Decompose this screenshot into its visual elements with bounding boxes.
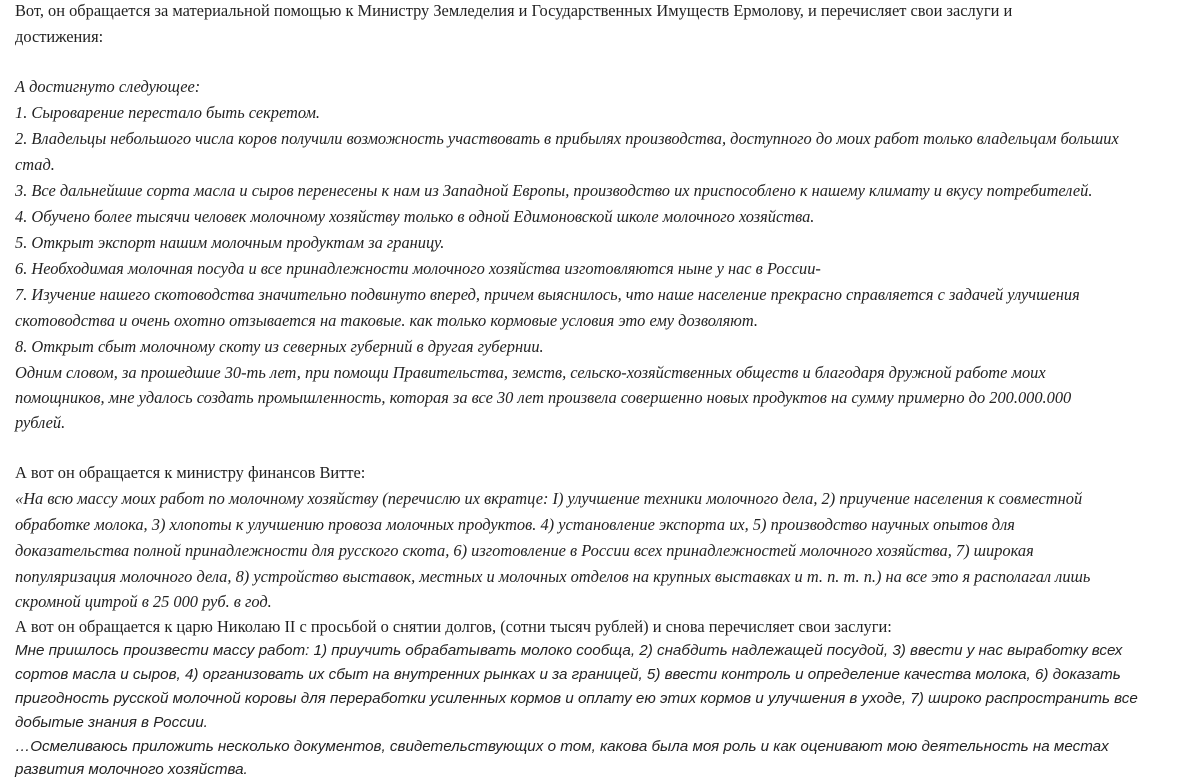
list-item: 5. Открыт экспорт нашим молочным продуктам за границу.: [15, 233, 445, 252]
list-item-continuation: стад.: [15, 155, 55, 174]
text-line: А вот он обращается к царю Николаю II с просьбой о снятии долгов, (сотни тысяч рублей) и снова перечисляет свои заслуги:: [15, 617, 892, 636]
quote-line: пригодность русской молочной коровы для переработки усиленных кормов и оплату ею этих кормов и улучшения в уходе, 7) широко распространить все: [15, 690, 1138, 707]
quote-line: сортов масла и сыров, 4) организовать их сбыт на внутренних рынках и за границей, 5) ввести контроль и определение качества молока, 6) доказать: [15, 666, 1121, 683]
text-line: Вот, он обращается за материальной помощью к Министру Земледелия и Государственных Имуществ Ермолову, и перечисляет свои заслуги и: [15, 1, 1013, 20]
summary-line: Одним словом, за прошедшие 30-ть лет, при помощи Правительства, земств, сельско-хозяйственных обществ и благодаря дружной работе моих: [15, 363, 1046, 382]
list-item: 7. Изучение нашего скотоводства значительно подвинуто вперед, причем выяснилось, что наше население прекрасно справляется с задачей улучшения: [15, 285, 1080, 304]
list-item: 2. Владельцы небольшого числа коров получили возможность участвовать в прибылях производства, доступного до моих работ только владельцам больших: [15, 129, 1119, 148]
quote-line: обработке молока, 3) хлопоты к улучшению провоза молочных продуктов. 4) установление экспорта их, 5) производство научных опытов для: [15, 515, 1015, 534]
quote-line: добытые знания в России.: [15, 714, 208, 731]
quote-line: скромной цитрой в 25 000 руб. в год.: [15, 592, 272, 611]
quote-line: доказательства полной принадлежности для русского скота, 6) изготовление в России всех принадлежностей молочного хозяйства, 7) широкая: [15, 541, 1034, 560]
list-item: 6. Необходимая молочная посуда и все принадлежности молочного хозяйства изготовляются ныне у нас в России-: [15, 259, 821, 278]
quote-line: развития молочного хозяйства.: [15, 761, 248, 778]
quote-line: «На всю массу моих работ по молочному хозяйству (перечислю их вкратце: I) улучшение техники молочного дела, 2) приучение населения к совместной: [15, 489, 1083, 508]
quote-line: Мне пришлось произвести массу работ: 1) приучить обрабатывать молоко сообща, 2) снабдить надлежащей посудой, 3) ввести у нас выработку всех: [15, 642, 1123, 659]
list-item: 3. Все дальнейшие сорта масла и сыров перенесены к нам из Западной Европы, производство их приспособлено к нашему климату и вкусу потребителей.: [15, 181, 1093, 200]
list-heading: А достигнуто следующее:: [15, 77, 201, 96]
summary-line: рублей.: [15, 413, 66, 432]
list-item-continuation: скотоводства и очень охотно отзывается на таковые. как только кормовые условия это ему дозволяют.: [15, 311, 758, 330]
list-item: 4. Обучено более тысячи человек молочному хозяйству только в одной Едимоновской школе молочного хозяйства.: [15, 207, 815, 226]
quote-line: популяризация молочного дела, 8) устройство выставок, местных и молочных отделов на крупных выставках и т. п. т. п.) на все это я располагал лишь: [15, 567, 1091, 586]
text-line: А вот он обращается к министру финансов Витте:: [15, 463, 366, 482]
list-item: 1. Сыроварение перестало быть секретом.: [15, 103, 321, 122]
quote-line: …Осмеливаюсь приложить несколько документов, свидетельствующих о том, какова была моя роль и как оценивают мою деятельность на местах: [15, 738, 1109, 755]
text-line: достижения:: [15, 27, 104, 46]
summary-line: помощников, мне удалось создать промышленность, которая за все 30 лет произвела совершенно новых продуктов на сумму примерно до 200.000.000: [15, 388, 1072, 407]
list-item: 8. Открыт сбыт молочному скоту из северных губерний в другая губернии.: [15, 337, 544, 356]
